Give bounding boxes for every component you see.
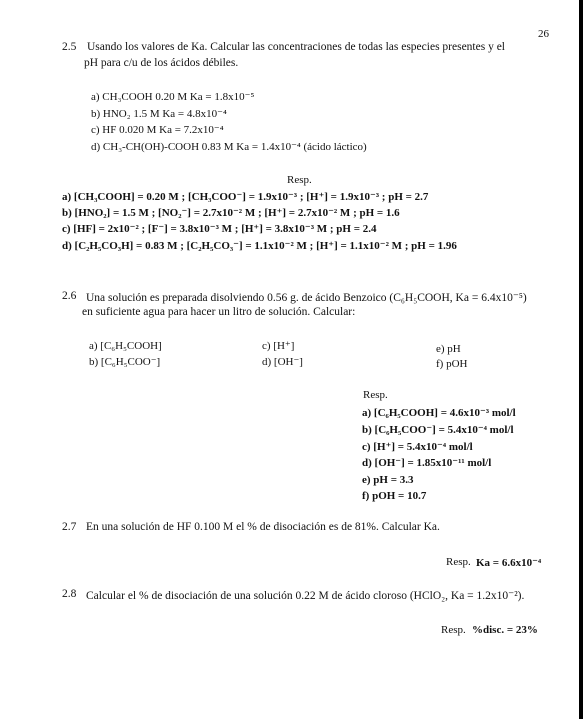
page-edge xyxy=(579,0,583,719)
problem-2-6-answer-b: b) [C₆H₅COO⁻] = 5.4x10⁻⁴ mol/l xyxy=(362,424,514,436)
problem-2-5-item-a: a) CH₃COOH 0.20 M Ka = 1.8x10⁻⁵ xyxy=(91,91,255,103)
problem-2-6-answer-e: e) pH = 3.3 xyxy=(362,474,414,486)
problem-2-8-statement: Calcular el % de disociación de una solución 0.22 M de ácido cloroso (HClO₂, Ka = 1.2x10⁻²). xyxy=(86,590,525,602)
problem-2-5-answer-c: c) [HF] = 2x10⁻² ; [F⁻] = 3.8x10⁻³ M ; [H⁺] = 3.8x10⁻³ M ; pH = 2.4 xyxy=(62,223,377,235)
problem-2-6-resp-label: Resp. xyxy=(363,389,388,401)
problem-2-6-answer-a: a) [C₆H₅COOH] = 4.6x10⁻³ mol/l xyxy=(362,407,516,419)
problem-2-7-resp-label: Resp. xyxy=(446,556,471,568)
problem-2-6-item-a: a) [C₆H₅COOH] xyxy=(89,340,162,352)
problem-2-5-item-d: d) CH₃-CH(OH)-COOH 0.83 M Ka = 1.4x10⁻⁴ (ácido láctico) xyxy=(91,141,367,153)
problem-2-5-answer-b: b) [HNO₂] = 1.5 M ; [NO₂⁻] = 2.7x10⁻² M ; [H⁺] = 2.7x10⁻² M ; pH = 1.6 xyxy=(62,207,400,219)
problem-2-5-item-b: b) HNO₂ 1.5 M Ka = 4.8x10⁻⁴ xyxy=(91,108,227,120)
problem-2-7-answer: Ka = 6.6x10⁻⁴ xyxy=(476,557,542,569)
problem-2-8-number: 2.8 xyxy=(62,588,77,600)
problem-2-7-statement: En una solución de HF 0.100 M el % de disociación es de 81%. Calcular Ka. xyxy=(86,521,440,533)
page-number: 26 xyxy=(538,28,549,40)
problem-2-8-answer: %disc. = 23% xyxy=(472,624,538,636)
problem-2-5-item-c: c) HF 0.020 M Ka = 7.2x10⁻⁴ xyxy=(91,124,224,136)
problem-2-6-answer-c: c) [H⁺] = 5.4x10⁻⁴ mol/l xyxy=(362,441,473,453)
problem-2-5-resp-label: Resp. xyxy=(287,174,312,186)
problem-2-5-answer-a: a) [CH₃COOH] = 0.20 M ; [CH₃COO⁻] = 1.9x10⁻³ ; [H⁺] = 1.9x10⁻³ ; pH = 2.7 xyxy=(62,191,429,203)
problem-2-6-statement-line1: Una solución es preparada disolviendo 0.56 g. de ácido Benzoico (C₆H₅COOH, Ka = 6.4x10⁻⁵) xyxy=(86,292,527,304)
problem-2-6-item-c: c) [H⁺] xyxy=(262,340,295,352)
problem-2-5-statement-line2: pH para c/u de los ácidos débiles. xyxy=(84,57,239,69)
problem-2-6-answer-f: f) pOH = 10.7 xyxy=(362,490,427,502)
problem-2-7-number: 2.7 xyxy=(62,521,77,533)
problem-2-8-resp-label: Resp. xyxy=(441,624,466,636)
problem-2-6-item-d: d) [OH⁻] xyxy=(262,356,303,368)
problem-2-6-answer-d: d) [OH⁻] = 1.85x10⁻¹¹ mol/l xyxy=(362,457,492,469)
problem-2-5-statement-line1: Usando los valores de Ka. Calcular las concentraciones de todas las especies presentes y el xyxy=(87,41,506,53)
problem-2-5-number: 2.5 xyxy=(62,41,77,53)
problem-2-6-item-b: b) [C₆H₅COO⁻] xyxy=(89,356,161,368)
problem-2-6-item-e: e) pH xyxy=(436,343,461,355)
problem-2-6-number: 2.6 xyxy=(62,290,77,302)
problem-2-6-statement-line2: en suficiente agua para hacer un litro de solución. Calcular: xyxy=(82,306,356,318)
problem-2-6-item-f: f) pOH xyxy=(436,358,468,370)
problem-2-5-answer-d: d) [C₂H₅CO₃H] = 0.83 M ; [C₂H₅CO₃⁻] = 1.1x10⁻² M ; [H⁺] = 1.1x10⁻² M ; pH = 1.96 xyxy=(62,240,457,252)
